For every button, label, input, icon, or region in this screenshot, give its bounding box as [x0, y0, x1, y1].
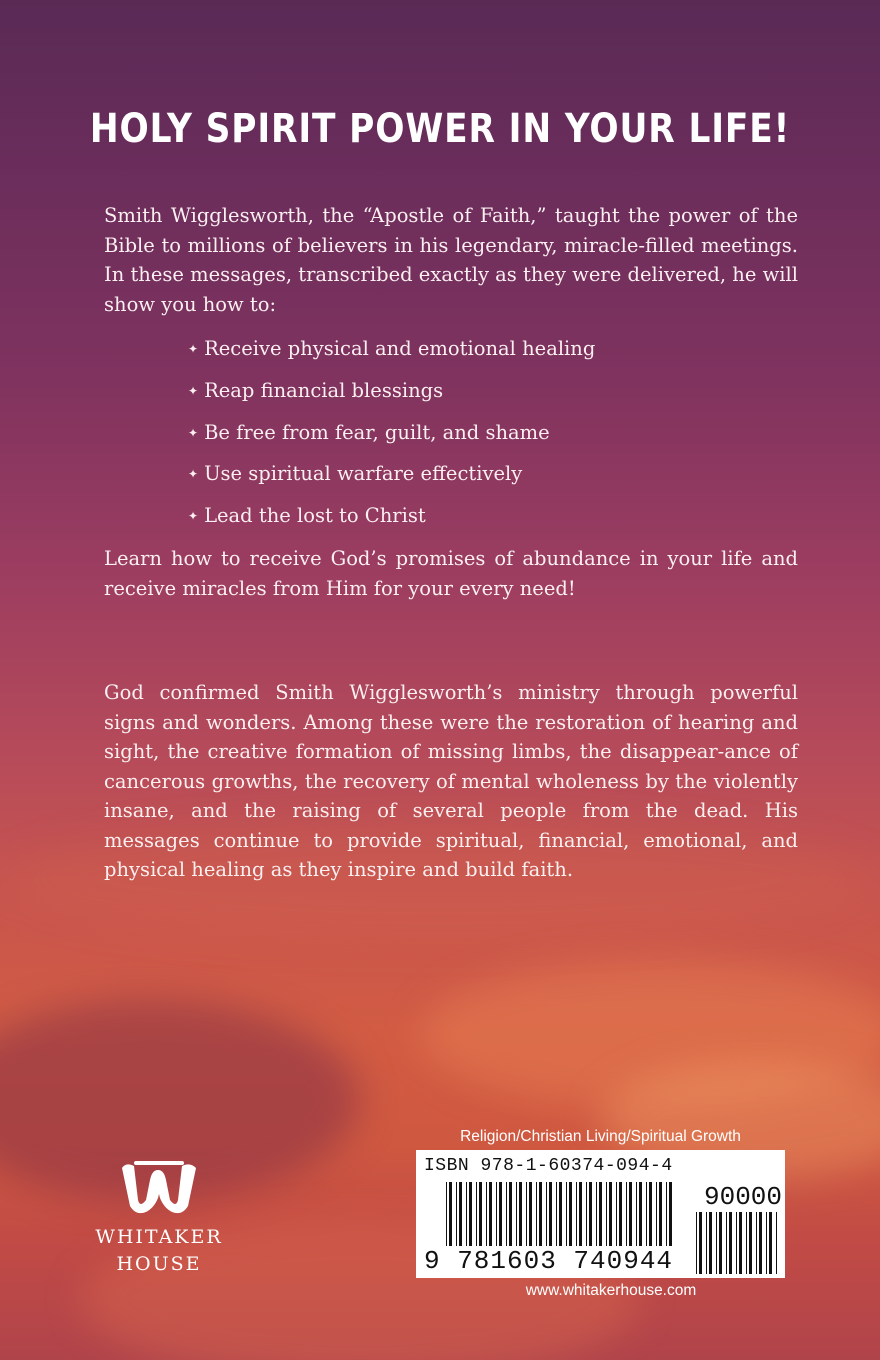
barcode-bar — [749, 1212, 752, 1274]
barcode-bar — [479, 1182, 482, 1246]
diamond-bullet-icon: ✦ — [188, 467, 199, 482]
barcode-bar — [756, 1212, 757, 1274]
barcode-bar — [529, 1182, 532, 1246]
barcode-bar — [519, 1182, 522, 1246]
barcode-bar — [649, 1182, 652, 1246]
list-item: ✦ Reap financial blessings — [188, 378, 444, 402]
barcode-bar — [636, 1182, 637, 1246]
barcode-bar — [489, 1182, 492, 1246]
barcode-bar — [566, 1182, 567, 1246]
barcode-bar — [576, 1182, 577, 1246]
barcode-bar — [589, 1182, 592, 1246]
barcode-bar — [579, 1182, 582, 1246]
diamond-bullet-icon: ✦ — [188, 425, 199, 440]
list-item: ✦ Use spiritual warfare effectively — [188, 462, 523, 486]
barcode-bar — [556, 1182, 557, 1246]
barcode-bar — [456, 1182, 457, 1246]
barcode-bar — [629, 1182, 632, 1246]
barcode-bar — [446, 1182, 447, 1246]
barcode-bar — [486, 1182, 487, 1246]
barcode-bar — [549, 1182, 552, 1246]
intro-paragraph: Smith Wigglesworth, the “Apostle of Faith,” taught the power of the Bible to millions of believers in his legendary, miracle-filled meetings. In these messages, transcribed exactly as they were delivered, he will show you how to: — [104, 204, 798, 316]
barcode-bar — [499, 1182, 502, 1246]
barcode-bar — [596, 1182, 597, 1246]
barcode-bar — [606, 1182, 607, 1246]
benefit-list — [188, 334, 748, 543]
diamond-bullet-icon: ✦ — [188, 509, 199, 524]
list-item: ✦ Be free from fear, guilt, and shame — [188, 420, 550, 444]
barcode-bar — [736, 1212, 737, 1274]
price-code: 90000 — [704, 1182, 783, 1212]
barcode-bar — [539, 1182, 542, 1246]
list-item: ✦ Receive physical and emotional healing — [188, 337, 596, 360]
barcode-bar — [586, 1182, 587, 1246]
diamond-bullet-icon: ✦ — [188, 383, 199, 398]
barcode-bar — [526, 1182, 527, 1246]
barcode-bar — [546, 1182, 547, 1246]
barcode-bar — [509, 1182, 512, 1246]
barcode-bar — [706, 1212, 707, 1274]
whitaker-w-logo-icon — [116, 1160, 202, 1218]
barcode-bar — [599, 1182, 602, 1246]
barcode-bar — [666, 1182, 667, 1246]
barcode-bar — [656, 1182, 657, 1246]
publisher-logo — [92, 1160, 226, 1276]
barcode-bar — [696, 1212, 697, 1274]
headline: HOLY SPIRIT POWER IN YOUR LIFE! — [89, 106, 791, 152]
barcode-bar — [506, 1182, 507, 1246]
publisher-website: www.whitakerhouse.com — [525, 1282, 697, 1299]
barcode-bar — [569, 1182, 572, 1246]
barcode-bar — [669, 1182, 672, 1246]
isbn-number: ISBN 978-1-60374-094-4 — [424, 1156, 673, 1176]
barcode-bar — [476, 1182, 477, 1246]
barcode-bar — [559, 1182, 562, 1246]
barcode-bar — [739, 1212, 742, 1274]
barcode-bar — [496, 1182, 497, 1246]
barcode-bar — [639, 1182, 642, 1246]
barcode-panel — [416, 1150, 785, 1278]
barcode-bar — [646, 1182, 647, 1246]
diamond-bullet-icon: ✦ — [188, 342, 199, 356]
barcode-bar — [746, 1212, 747, 1274]
barcode-bar — [726, 1212, 727, 1274]
ministry-paragraph: God confirmed Smith Wigglesworth’s ministry through powerful signs and wonders. Among these were the restoration of hearing and sight, the creative formation of missing limbs, the disappear-ance of cancerous growths, the recovery of mental wholeness by the violently insane, and the raising of several people from the dead. His messages continue to provide spiritual, financial, emotional, and physical healing as they inspire and build faith. — [104, 681, 798, 881]
barcode-bar — [759, 1212, 762, 1274]
publisher-name-line1: WHITAKER — [95, 1226, 223, 1248]
barcode-bar — [469, 1182, 472, 1246]
barcode-bar — [716, 1212, 717, 1274]
barcode-bar — [769, 1212, 772, 1274]
list-item: ✦ Lead the lost to Christ — [188, 504, 426, 528]
category-label: Religion/Christian Living/Spiritual Growth — [460, 1128, 741, 1145]
barcode-bar — [459, 1182, 462, 1246]
barcode-bar — [776, 1212, 777, 1274]
barcode-bar — [609, 1182, 612, 1246]
closing-paragraph: Learn how to receive God’s promises of abundance in your life and receive miracles from Him for your every need! — [104, 547, 798, 600]
barcode-bar — [619, 1182, 622, 1246]
barcode-bar — [516, 1182, 517, 1246]
barcode-digits: 9 781603 740944 — [424, 1246, 674, 1276]
barcode-bar — [536, 1182, 537, 1246]
barcode-bar — [719, 1212, 722, 1274]
barcode-bar — [449, 1182, 452, 1246]
barcode-bar — [766, 1212, 767, 1274]
barcode-bar — [466, 1182, 467, 1246]
barcode-bar — [709, 1212, 712, 1274]
barcode-bar — [729, 1212, 732, 1274]
barcode-bar — [616, 1182, 617, 1246]
publisher-name-line2: HOUSE — [116, 1253, 202, 1275]
barcode-bar — [699, 1212, 702, 1274]
barcode-bar — [659, 1182, 662, 1246]
barcode-bar — [626, 1182, 627, 1246]
